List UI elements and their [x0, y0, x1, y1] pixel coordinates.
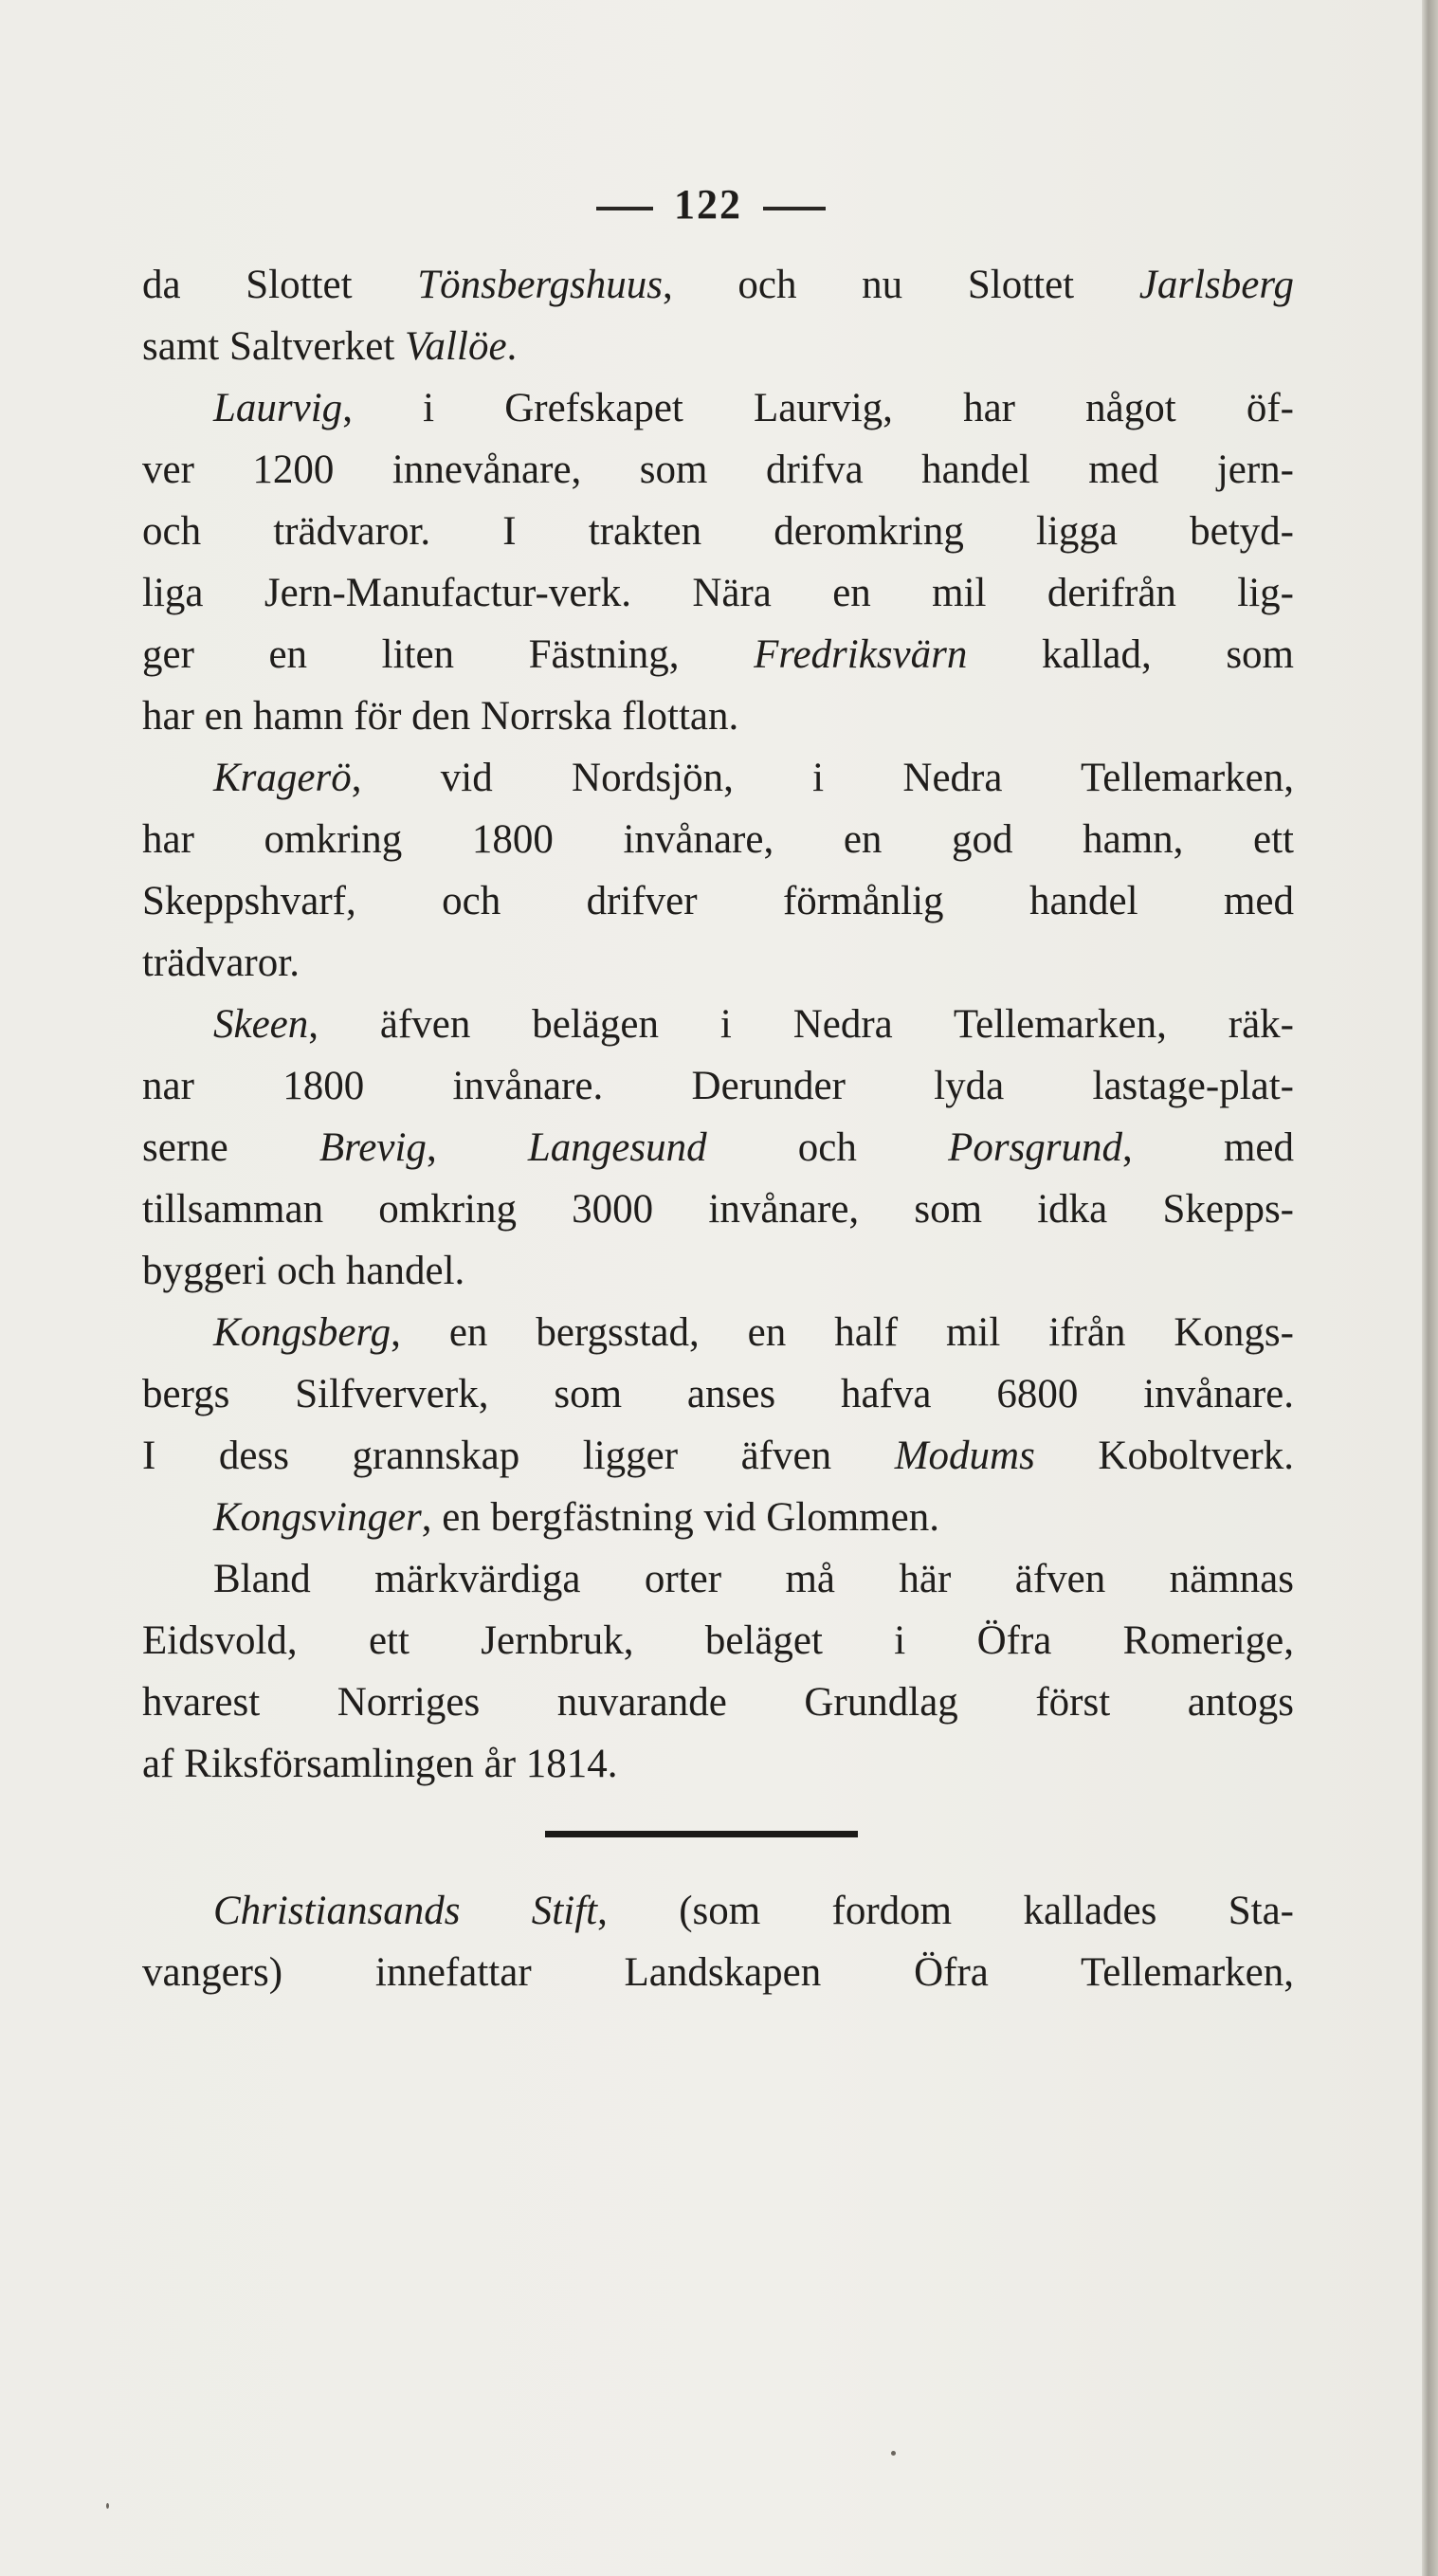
place-name: Kongsvinger — [213, 1495, 422, 1540]
text-line: samt Saltverket Vallöe. — [142, 324, 518, 369]
text-line: Skeppshvarf, och drifver förmånlig handel med — [142, 879, 1294, 923]
header-dash-right — [763, 207, 826, 210]
place-name: Jarlsberg — [1138, 263, 1295, 307]
paper-speck — [891, 2451, 896, 2456]
text-line: byggeri och handel. — [142, 1249, 465, 1293]
text-line: Bland märkvärdiga orter må här äfven nämnas — [213, 1557, 1294, 1601]
text-line: och trädvaror. I trakten deromkring ligga betyd- — [142, 509, 1294, 554]
place-name: Tönsbergshuus — [417, 263, 664, 307]
paragraph-tonsberg — [142, 254, 1294, 377]
place-name: Modums — [894, 1434, 1035, 1478]
text-line: Skeen, äfven belägen i Nedra Tellemarken, räk- — [213, 1002, 1294, 1047]
text-line: Laurvig, i Grefskapet Laurvig, har något öf- — [213, 386, 1294, 430]
text-line: bergs Silfververk, som anses hafva 6800 invånare. — [142, 1372, 1294, 1416]
text-line: vangers) innefattar Landskapen Öfra Tellemarken, — [142, 1950, 1294, 1995]
page-header — [0, 180, 1422, 228]
place-name: Christiansands Stift — [213, 1889, 598, 1933]
place-name: Kragerö — [213, 756, 352, 800]
place-name: Porsgrund — [948, 1125, 1123, 1170]
paragraph-kongsberg — [142, 1302, 1294, 1487]
place-name: Langesund — [527, 1125, 707, 1170]
text-line: tillsamman omkring 3000 invånare, som idka Skepps- — [142, 1187, 1294, 1232]
paper-speck — [106, 2503, 109, 2509]
text-line: I dess grannskap ligger äfven Modums Koboltverk. — [142, 1434, 1294, 1478]
text-line: har en hamn för den Norrska flottan. — [142, 694, 739, 739]
place-name: Vallöe — [405, 324, 507, 369]
place-name: Skeen — [213, 1002, 309, 1047]
paragraph-eidsvold — [142, 1548, 1294, 1795]
text-line: Kongsberg, en bergsstad, en half mil ifrån Kongs- — [213, 1310, 1294, 1355]
header-dash-left — [596, 207, 653, 210]
paragraph-kragero — [142, 747, 1294, 994]
text-line: Eidsvold, ett Jernbruk, beläget i Öfra Romerige, — [142, 1618, 1294, 1663]
page-number: 122 — [674, 181, 742, 228]
text-line: Kongsvinger, en bergfästning vid Glommen. — [213, 1495, 939, 1540]
place-name: Kongsberg — [213, 1310, 391, 1355]
place-name: Fredriksvärn — [754, 632, 968, 677]
text-line: har omkring 1800 invånare, en god hamn, ett — [142, 817, 1294, 862]
page-edge-shadow — [1422, 0, 1438, 2576]
text-line: trädvaror. — [142, 941, 300, 985]
text-line: nar 1800 invånare. Derunder lyda lastage-plat- — [142, 1064, 1294, 1108]
text-line: Kragerö, vid Nordsjön, i Nedra Tellemarken, — [213, 756, 1294, 800]
paragraph-kongsvinger — [142, 1487, 1294, 1548]
text-line: ver 1200 innevånare, som drifva handel med jern- — [142, 448, 1294, 492]
section-divider — [142, 1795, 1294, 1880]
text-line: ger en liten Fästning, Fredriksvärn kallad, som — [142, 632, 1295, 677]
paragraph-christiansand — [142, 1880, 1294, 2003]
text-line: da Slottet Tönsbergshuus, och nu Slottet Jarlsberg — [142, 263, 1295, 307]
divider-rule — [545, 1831, 858, 1837]
place-name: Brevig — [319, 1125, 427, 1170]
text-line: liga Jern-Manufactur-verk. Nära en mil derifrån lig- — [142, 571, 1294, 615]
body-text — [142, 254, 1294, 2003]
text-line: serne Brevig, Langesund och Porsgrund, med — [142, 1125, 1294, 1170]
place-name: Laurvig — [213, 386, 343, 430]
paragraph-laurvig — [142, 377, 1294, 747]
text-line: hvarest Norriges nuvarande Grundlag först antogs — [142, 1680, 1294, 1725]
text-line: af Riksförsamlingen år 1814. — [142, 1742, 618, 1786]
paragraph-skeen — [142, 994, 1294, 1302]
text-line: Christiansands Stift, (som fordom kallades Sta- — [213, 1889, 1294, 1933]
